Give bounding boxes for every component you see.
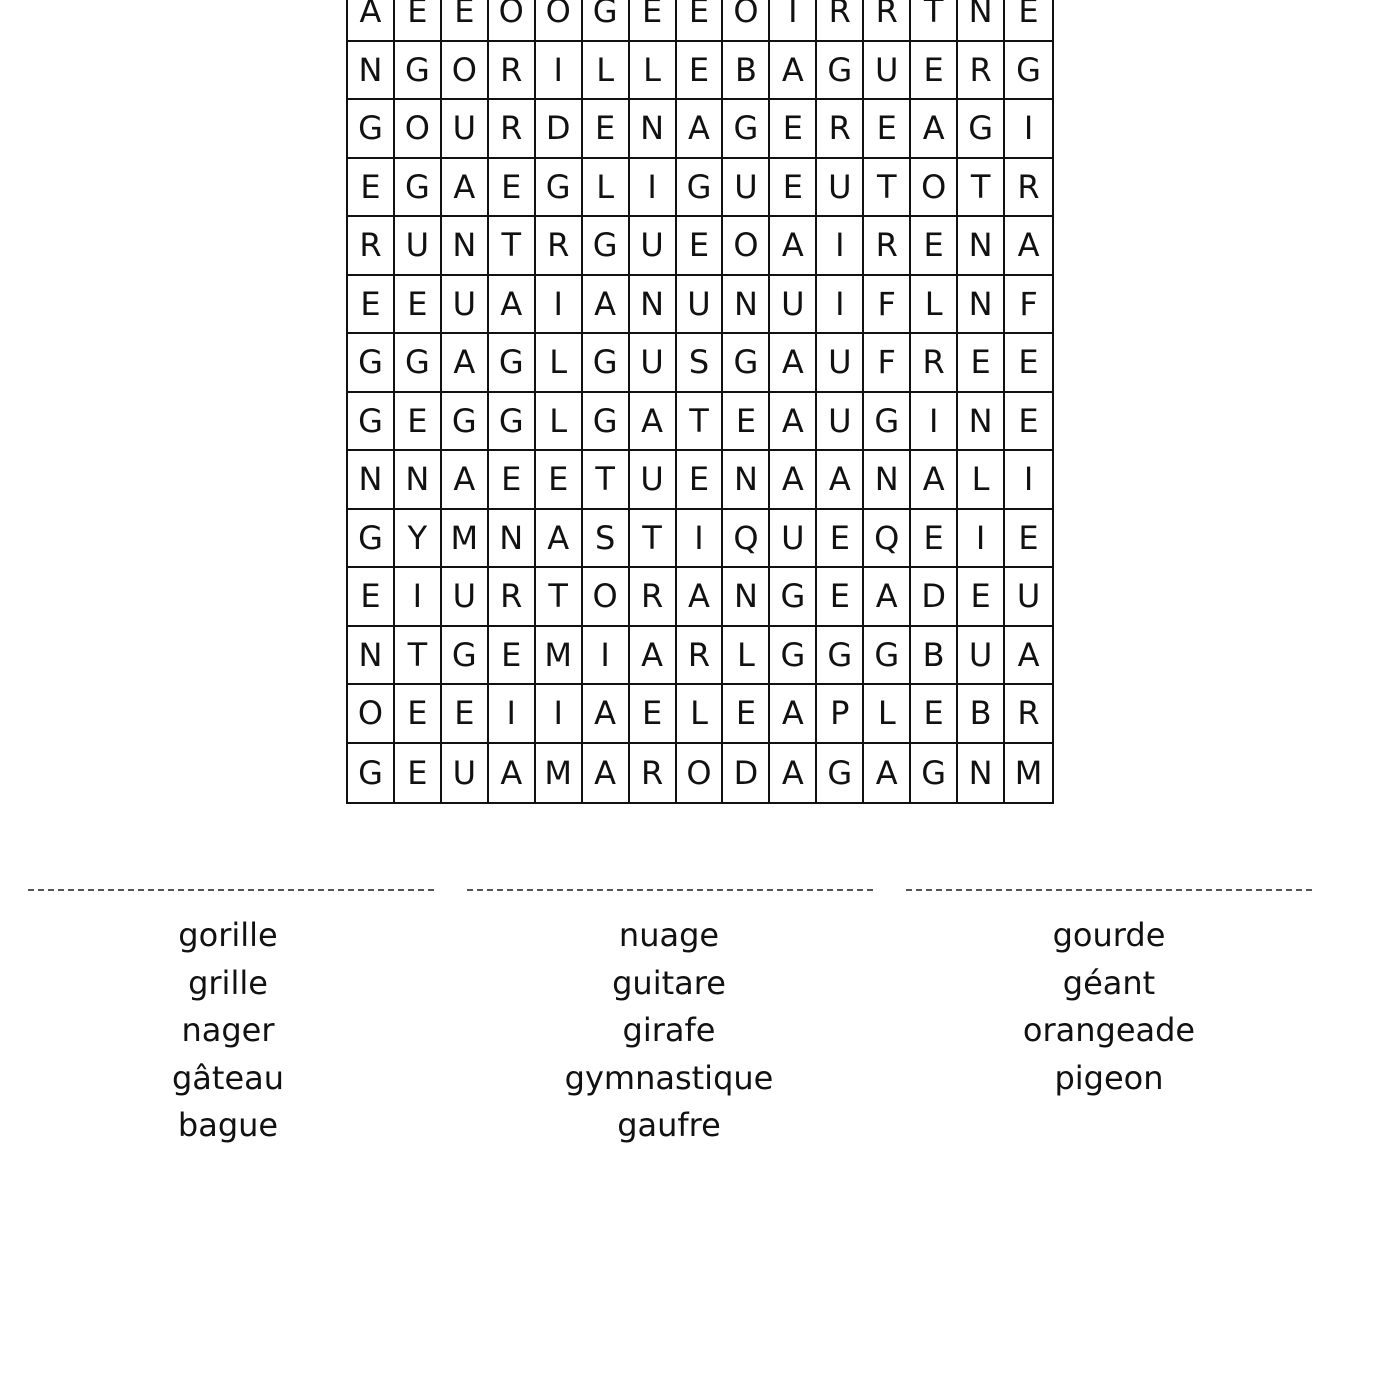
grid-cell[interactable]: E [395, 393, 442, 452]
grid-cell[interactable]: R [630, 568, 677, 627]
grid-cell[interactable]: E [677, 451, 724, 510]
grid-cell[interactable]: A [583, 276, 630, 335]
grid-cell[interactable]: A [442, 451, 489, 510]
grid-cell[interactable]: A [442, 159, 489, 218]
grid-cell[interactable]: R [958, 42, 1005, 101]
grid-cell[interactable]: O [911, 159, 958, 218]
grid-cell[interactable]: R [489, 100, 536, 159]
grid-cell[interactable]: E [911, 42, 958, 101]
grid-cell[interactable]: G [583, 217, 630, 276]
grid-cell[interactable]: D [911, 568, 958, 627]
grid-cell[interactable]: A [911, 451, 958, 510]
grid-cell[interactable]: U [677, 276, 724, 335]
grid-cell[interactable]: A [489, 276, 536, 335]
answer-line[interactable] [467, 889, 873, 891]
grid-cell[interactable]: B [911, 627, 958, 686]
grid-cell[interactable]: I [958, 510, 1005, 569]
grid-cell[interactable]: E [536, 451, 583, 510]
grid-cell[interactable]: R [864, 0, 911, 42]
grid-cell[interactable]: R [1005, 159, 1052, 218]
grid-cell[interactable]: L [630, 42, 677, 101]
grid-cell[interactable]: G [817, 744, 864, 803]
grid-cell[interactable]: F [864, 276, 911, 335]
grid-cell[interactable]: G [442, 627, 489, 686]
grid-cell[interactable]: E [489, 159, 536, 218]
grid-cell[interactable]: R [864, 217, 911, 276]
grid-cell[interactable]: N [723, 276, 770, 335]
grid-cell[interactable]: N [442, 217, 489, 276]
grid-cell[interactable]: M [536, 627, 583, 686]
grid-cell[interactable]: G [489, 334, 536, 393]
grid-cell[interactable]: G [583, 334, 630, 393]
grid-cell[interactable]: A [864, 568, 911, 627]
word-list-column [906, 912, 1312, 1102]
answer-line[interactable] [906, 889, 1312, 891]
grid-cell[interactable]: L [864, 685, 911, 744]
grid-cell[interactable]: U [630, 217, 677, 276]
grid-cell[interactable]: E [395, 744, 442, 803]
grid-cell[interactable]: R [489, 42, 536, 101]
grid-cell[interactable]: T [536, 568, 583, 627]
grid-cell[interactable]: E [723, 393, 770, 452]
grid-cell[interactable]: N [958, 744, 1005, 803]
grid-cell[interactable]: U [442, 744, 489, 803]
grid-cell[interactable]: O [442, 42, 489, 101]
grid-cell[interactable]: R [817, 100, 864, 159]
word-list-item: girafe [622, 1011, 716, 1049]
grid-cell[interactable]: L [911, 276, 958, 335]
grid-cell[interactable]: S [677, 334, 724, 393]
grid-cell[interactable]: A [770, 744, 817, 803]
grid-cell[interactable]: L [723, 627, 770, 686]
grid-cell[interactable]: E [630, 685, 677, 744]
grid-cell[interactable]: G [817, 42, 864, 101]
grid-cell[interactable]: N [864, 451, 911, 510]
grid-cell[interactable]: A [583, 685, 630, 744]
grid-cell[interactable]: U [395, 217, 442, 276]
grid-cell[interactable]: A [770, 685, 817, 744]
grid-cell[interactable]: E [770, 159, 817, 218]
grid-cell[interactable]: P [817, 685, 864, 744]
grid-cell[interactable]: N [348, 42, 395, 101]
grid-cell[interactable]: G [677, 159, 724, 218]
word-list-item: nuage [618, 916, 720, 954]
grid-cell[interactable]: L [536, 334, 583, 393]
grid-cell[interactable]: U [723, 159, 770, 218]
word-list-item: gourde [1052, 916, 1166, 954]
grid-cell[interactable]: U [958, 627, 1005, 686]
grid-cell[interactable]: N [723, 568, 770, 627]
word-list-item: grille [188, 963, 268, 1002]
grid-cell[interactable]: E [1005, 334, 1052, 393]
grid-cell[interactable]: A [630, 627, 677, 686]
grid-cell[interactable]: N [489, 510, 536, 569]
grid-cell[interactable]: E [1005, 0, 1052, 42]
grid-cell[interactable]: R [348, 217, 395, 276]
grid-cell[interactable]: I [583, 627, 630, 686]
grid-cell[interactable]: M [442, 510, 489, 569]
grid-cell[interactable]: R [630, 744, 677, 803]
grid-cell[interactable]: U [770, 510, 817, 569]
grid-cell[interactable]: A [911, 100, 958, 159]
grid-cell[interactable]: I [536, 42, 583, 101]
grid-cell[interactable]: T [677, 393, 724, 452]
grid-cell[interactable]: A [864, 744, 911, 803]
grid-cell[interactable]: U [817, 393, 864, 452]
word-list-item: guitare [612, 963, 726, 1002]
grid-cell[interactable]: A [442, 334, 489, 393]
grid-cell[interactable]: E [395, 0, 442, 42]
grid-cell[interactable]: G [348, 334, 395, 393]
grid-cell[interactable]: A [1005, 217, 1052, 276]
grid-cell[interactable]: G [770, 568, 817, 627]
grid-cell[interactable]: M [1014, 753, 1043, 792]
grid-cell[interactable]: E [770, 100, 817, 159]
grid-cell[interactable]: E [442, 685, 489, 744]
grid-cell[interactable]: G [395, 159, 442, 218]
grid-cell[interactable]: G [911, 744, 958, 803]
grid-cell[interactable]: E [583, 100, 630, 159]
grid-cell[interactable]: E [489, 451, 536, 510]
grid-cell[interactable]: A [348, 0, 395, 42]
grid-cell[interactable]: O [536, 0, 583, 42]
grid-cell[interactable]: G [348, 744, 395, 803]
grid-cell[interactable]: L [677, 685, 724, 744]
grid-cell[interactable]: I [817, 217, 864, 276]
grid-cell[interactable]: E [1005, 393, 1052, 452]
grid-cell[interactable]: E [395, 276, 442, 335]
grid-cell[interactable]: U [864, 42, 911, 101]
grid-cell[interactable]: N [630, 100, 677, 159]
grid-cell[interactable]: N [630, 276, 677, 335]
grid-cell[interactable]: O [723, 0, 770, 42]
grid-cell[interactable]: A [583, 744, 630, 803]
grid-cell[interactable]: G [583, 0, 630, 42]
grid-cell[interactable]: D [536, 100, 583, 159]
word-list-item: orangeade [1022, 1011, 1196, 1049]
word-list-item: gâteau [171, 1058, 285, 1097]
grid-cell[interactable]: A [677, 568, 724, 627]
grid-cell[interactable]: I [536, 685, 583, 744]
grid-cell[interactable]: A [770, 393, 817, 452]
grid-cell[interactable]: E [677, 0, 724, 42]
grid-cell[interactable]: I [489, 685, 536, 744]
grid-cell[interactable]: N [348, 451, 395, 510]
grid-cell[interactable]: E [442, 0, 489, 42]
word-list-item: nager [181, 1011, 275, 1049]
word-search-grid [346, 0, 1054, 804]
word-list-column [25, 912, 431, 1150]
grid-cell[interactable]: U [770, 276, 817, 335]
grid-cell[interactable]: L [583, 42, 630, 101]
grid-cell[interactable]: F [864, 334, 911, 393]
grid-cell[interactable]: N [958, 276, 1005, 335]
grid-cell[interactable]: E [817, 510, 864, 569]
grid-cell[interactable]: R [536, 217, 583, 276]
grid-cell[interactable]: Y [395, 510, 442, 569]
grid-cell[interactable]: N [958, 393, 1005, 452]
grid-cell[interactable]: B [958, 685, 1005, 744]
grid-cell[interactable]: O [489, 0, 536, 42]
grid-cell[interactable]: L [958, 451, 1005, 510]
grid-cell[interactable]: A [1005, 627, 1052, 686]
grid-cell[interactable]: U [817, 334, 864, 393]
grid-cell[interactable]: G [1005, 42, 1052, 101]
word-list-item: gorille [178, 916, 278, 954]
grid-cell[interactable]: T [489, 217, 536, 276]
grid-cell[interactable]: I [770, 0, 817, 42]
grid-cell[interactable]: A [770, 42, 817, 101]
word-list-column [466, 912, 872, 1150]
grid-cell[interactable]: I [911, 393, 958, 452]
grid-cell[interactable]: G [395, 42, 442, 101]
grid-cell[interactable]: A [770, 334, 817, 393]
grid-cell[interactable]: I [536, 276, 583, 335]
grid-cell[interactable]: A [489, 744, 536, 803]
grid-cell[interactable]: Q [723, 510, 770, 569]
grid-cell[interactable]: T [583, 451, 630, 510]
grid-cell[interactable]: T [630, 510, 677, 569]
grid-cell[interactable]: S [583, 510, 630, 569]
grid-cell[interactable]: A [630, 393, 677, 452]
grid-cell[interactable]: I [677, 510, 724, 569]
grid-cell[interactable]: U [630, 334, 677, 393]
grid-cell[interactable]: N [348, 627, 395, 686]
grid-cell[interactable]: G [348, 510, 395, 569]
grid-cell[interactable]: U [630, 451, 677, 510]
grid-cell[interactable]: E [958, 568, 1005, 627]
grid-cell[interactable]: E [630, 0, 677, 42]
grid-cell[interactable]: T [911, 0, 958, 42]
grid-cell[interactable]: G [770, 627, 817, 686]
grid-cell[interactable]: E [911, 510, 958, 569]
grid-cell[interactable]: A [770, 451, 817, 510]
grid-cell[interactable]: E [864, 100, 911, 159]
grid-cell[interactable]: U [817, 159, 864, 218]
grid-cell[interactable]: G [583, 393, 630, 452]
grid-cell[interactable]: G [864, 627, 911, 686]
grid-cell[interactable]: N [395, 451, 442, 510]
grid-cell[interactable]: O [677, 744, 724, 803]
grid-cell[interactable]: I [1005, 100, 1052, 159]
grid-cell[interactable]: U [442, 568, 489, 627]
grid-cell[interactable]: I [395, 568, 442, 627]
word-list-item: gymnastique [564, 1058, 774, 1097]
grid-cell[interactable]: F [1005, 276, 1052, 335]
grid-cell[interactable]: E [395, 685, 442, 744]
grid-cell[interactable]: G [817, 627, 864, 686]
grid-cell[interactable]: G [489, 393, 536, 452]
grid-cell[interactable]: I [817, 276, 864, 335]
grid-cell[interactable]: I [630, 159, 677, 218]
grid-cell[interactable]: E [817, 568, 864, 627]
grid-cell[interactable]: O [723, 217, 770, 276]
grid-cell[interactable]: A [536, 510, 583, 569]
grid-cell[interactable]: E [348, 159, 395, 218]
grid-cell[interactable]: E [348, 568, 395, 627]
grid-cell[interactable]: R [817, 0, 864, 42]
grid-cell[interactable]: G [348, 393, 395, 452]
grid-cell[interactable]: E [677, 217, 724, 276]
grid-cell[interactable]: R [911, 334, 958, 393]
grid-cell[interactable]: E [489, 627, 536, 686]
answer-line[interactable] [28, 889, 434, 891]
grid-cell[interactable]: G [395, 334, 442, 393]
grid-cell[interactable]: G [864, 393, 911, 452]
word-list-item: bague [177, 1106, 279, 1144]
grid-cell[interactable]: N [958, 0, 1005, 42]
grid-cell[interactable]: G [536, 159, 583, 218]
grid-cell[interactable]: E [1005, 510, 1052, 569]
grid-cell[interactable]: M [536, 744, 583, 803]
grid-cell[interactable]: I [1005, 451, 1052, 510]
grid-cell[interactable]: R [677, 627, 724, 686]
grid-cell[interactable]: E [911, 685, 958, 744]
grid-cell[interactable]: G [723, 334, 770, 393]
grid-cell[interactable]: U [1005, 568, 1052, 627]
word-list-item: gaufre [617, 1106, 721, 1144]
grid-cell[interactable]: N [958, 217, 1005, 276]
grid-cell[interactable]: O [348, 685, 395, 744]
grid-cell[interactable]: L [536, 393, 583, 452]
grid-cell[interactable]: O [583, 568, 630, 627]
grid-cell[interactable]: E [723, 685, 770, 744]
grid-cell[interactable]: T [395, 627, 442, 686]
grid-cell[interactable]: B [723, 42, 770, 101]
grid-cell[interactable]: R [1005, 685, 1052, 744]
grid-cell[interactable]: G [442, 393, 489, 452]
grid-cell[interactable]: E [677, 42, 724, 101]
grid-cell[interactable]: E [911, 217, 958, 276]
grid-cell[interactable]: N [723, 451, 770, 510]
grid-cell[interactable]: A [677, 100, 724, 159]
grid-cell[interactable]: U [442, 100, 489, 159]
grid-cell[interactable]: A [770, 217, 817, 276]
grid-cell[interactable]: D [723, 744, 770, 803]
word-list-item: géant [1062, 963, 1156, 1002]
grid-cell[interactable]: Q [864, 510, 911, 569]
grid-cell[interactable]: T [864, 159, 911, 218]
grid-cell[interactable]: O [395, 100, 442, 159]
grid-cell[interactable]: A [817, 451, 864, 510]
grid-cell[interactable]: G [723, 100, 770, 159]
grid-cell[interactable]: U [442, 276, 489, 335]
grid-cell[interactable]: E [348, 276, 395, 335]
grid-cell[interactable]: G [958, 100, 1005, 159]
grid-cell[interactable]: L [583, 159, 630, 218]
grid-cell[interactable]: R [489, 568, 536, 627]
grid-cell[interactable]: G [348, 100, 395, 159]
grid-cell[interactable]: E [958, 334, 1005, 393]
grid-cell[interactable]: T [958, 159, 1005, 218]
word-list-item: pigeon [1054, 1058, 1164, 1097]
